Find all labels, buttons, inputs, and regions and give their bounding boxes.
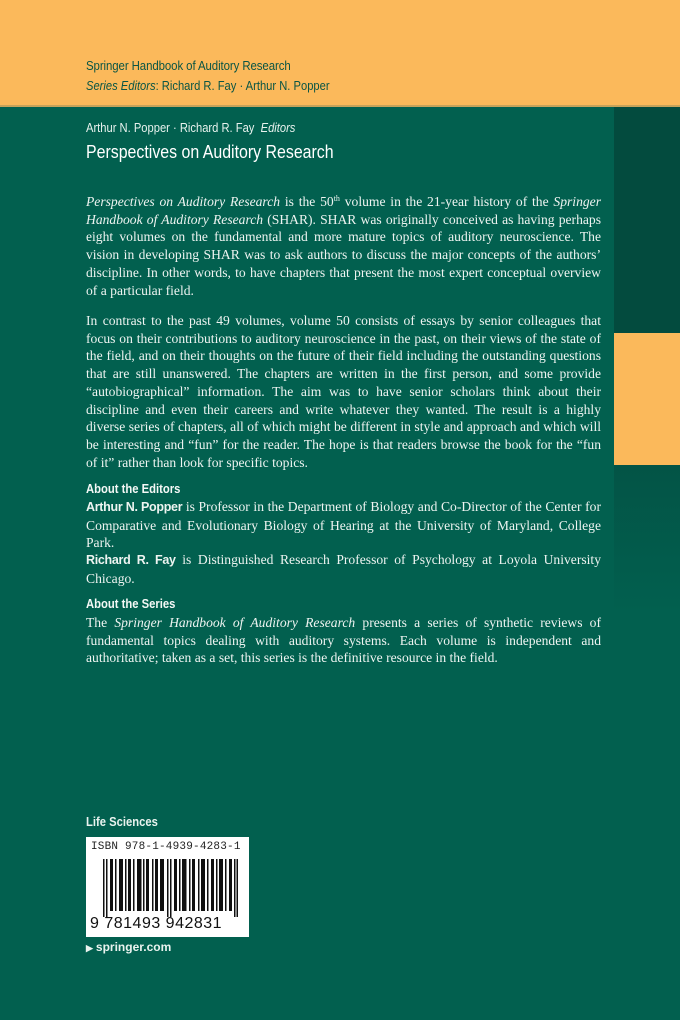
title-italic: Perspectives on Auditory Research <box>86 194 281 209</box>
isbn-label: ISBN 978-1-4939-4283-1 <box>91 841 241 853</box>
decorative-stripe-fade <box>614 465 680 615</box>
text: The <box>86 615 115 630</box>
book-title: Perspectives on Auditory Research <box>86 141 334 162</box>
series-editors <box>86 78 330 93</box>
book-editors-role: Editors <box>260 120 296 135</box>
editor-bio-fay <box>86 551 601 587</box>
editor-name: Richard R. Fay <box>86 553 176 567</box>
play-arrow-icon: ▶ <box>86 943 93 953</box>
header-divider <box>0 105 680 107</box>
barcode-bars-icon <box>103 859 238 917</box>
series-italic: Springer Handbook of Auditory Research <box>114 615 356 630</box>
superscript: th <box>333 194 340 203</box>
series-italic: Springer Handbook of Auditory Research <box>86 194 601 227</box>
about-series-heading: About the Series <box>86 597 176 611</box>
editor-bio-popper <box>86 498 601 552</box>
text: is the 50 <box>280 194 334 209</box>
book-editors-names: Arthur N. Popper · Richard R. Fay <box>86 120 255 135</box>
editor-bio-text: is Distinguished Research Professor of Psychology at Loyola University Chicago. <box>86 552 602 586</box>
decorative-stripe-orange <box>614 333 680 465</box>
text: (SHAR). SHAR was originally conceived as having perhaps eight volumes on the fundamental and more mature topics of auditory neuroscience. The vision in developing SHAR was to ask authors to discuss the major concepts of the authors’ discipline. In other words, to have chapters that present the most expert conceptual overview of a particular field. <box>86 211 601 298</box>
series-title: Springer Handbook of Auditory Research <box>86 58 291 73</box>
text: presents a series of synthetic reviews of fundamental topics dealing with auditory systems. Each volume is independent and authoritative; taken as a set, this series is the definitive resource in the field. <box>86 615 601 666</box>
text: volume in the 21-year history of the <box>339 194 554 209</box>
editor-name: Arthur N. Popper <box>86 500 183 514</box>
decorative-stripe-dark <box>614 107 680 333</box>
subject-category: Life Sciences <box>86 815 158 829</box>
barcode-digits: 9 781493 942831 <box>90 915 223 932</box>
springer-website-link[interactable] <box>86 940 171 954</box>
website-text: springer.com <box>95 940 172 954</box>
description-paragraph-2: In contrast to the past 49 volumes, volume 50 consists of essays by senior colleagues that focus on their contributions to auditory neuroscience in the past, on their views of the state of the field, and on their thoughts on the future of their field including the outstanding questions that are still unanswered. The chapters are written in the first person, and some provide “autobiographical” information. The aim was to have senior scholars think about their discipline and even their careers and write whatever they wanted. The result is a highly diverse series of chapters, all of which might be different in style and approach and which will be interesting and “fun” for the reader. The hope is that readers browse the book for the “fun of it” rather than look for specific topics. <box>86 313 601 470</box>
isbn-barcode <box>86 837 249 937</box>
about-series-paragraph <box>86 614 601 667</box>
editor-bio-text: is Professor in the Department of Biology and Co-Director of the Center for Comparative and Evolutionary Biology of Hearing at the University of Maryland, College Park. <box>86 499 601 551</box>
about-editors-heading: About the Editors <box>86 482 181 496</box>
book-editors <box>86 120 295 135</box>
description-paragraph-1 <box>86 193 601 299</box>
series-editors-names: : Richard R. Fay · Arthur N. Popper <box>155 78 330 93</box>
series-editors-label: Series Editors <box>86 78 156 93</box>
